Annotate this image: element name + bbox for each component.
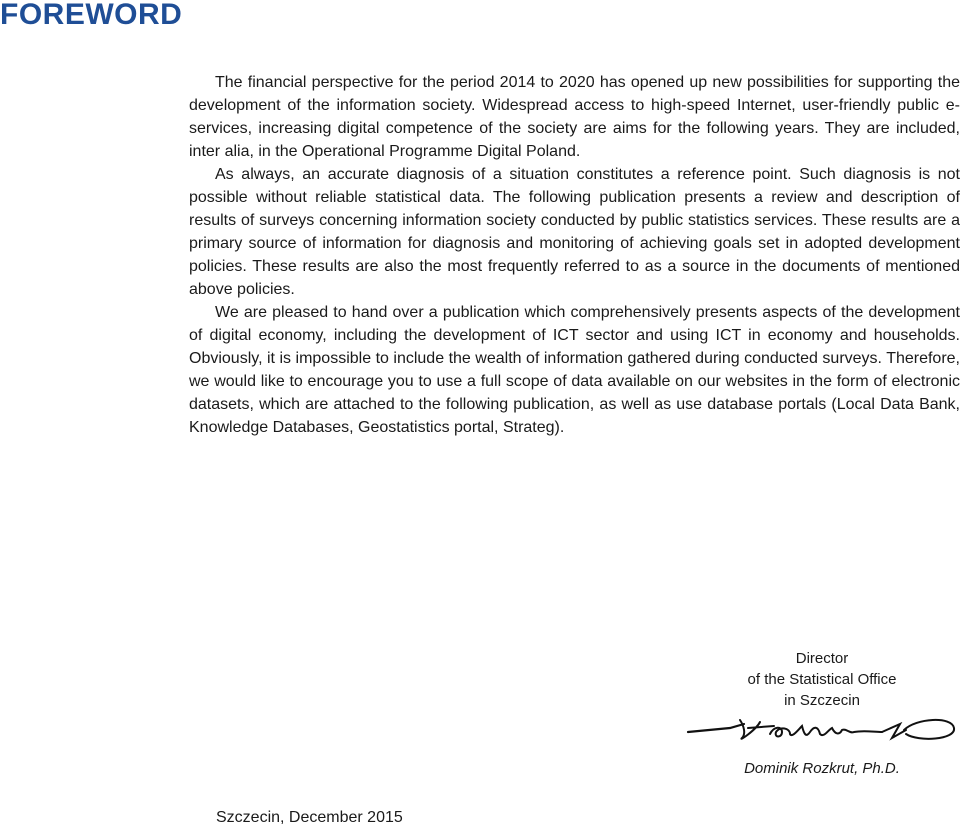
page-title: FOREWORD — [0, 0, 183, 31]
paragraph-1: The financial perspective for the period 2014 to 2020 has opened up new possibilities for supporting the development of the information society. Widespread access to high-speed Internet, user-friendly public e-services, increasing digital competence of the society are aims for the following years. They are included, inter alia, in the Operational Programme Digital Poland. — [189, 74, 960, 160]
paragraph-2: As always, an accurate diagnosis of a situation constitutes a reference point. Such diagnosis is not possible without reliable statistical data. The following publication presents a review and description of results of surveys concerning information society conducted by public statistics services. These results are a primary source of information for diagnosis and monitoring of achieving goals set in adopted development policies. These results are also the most frequently referred to as a source in the documents of mentioned above policies. — [189, 166, 960, 298]
foreword-body — [189, 71, 960, 439]
signer-name: Dominik Rozkrut, Ph.D. — [744, 760, 900, 777]
role-line-city: in Szczecin — [784, 692, 860, 709]
role-line-office: of the Statistical Office — [747, 671, 897, 688]
role-line-director: Director — [795, 650, 849, 667]
place-and-date: Szczecin, December 2015 — [216, 809, 403, 826]
signatory-title — [712, 648, 932, 711]
paragraph-3: We are pleased to hand over a publication which comprehensively presents aspects of the development of digital economy, including the development of ICT sector and using ICT in economy and households. Obviously, it is impossible to include the wealth of information gathered during conducted surveys. Therefore, we would like to encourage you to use a full scope of data available on our websites in the form of electronic datasets, which are attached to the following publication, as well as use database portals (Local Data Bank, Knowledge Databases, Geostatistics portal, Strateg). — [189, 304, 960, 436]
handwritten-signature — [686, 712, 958, 746]
